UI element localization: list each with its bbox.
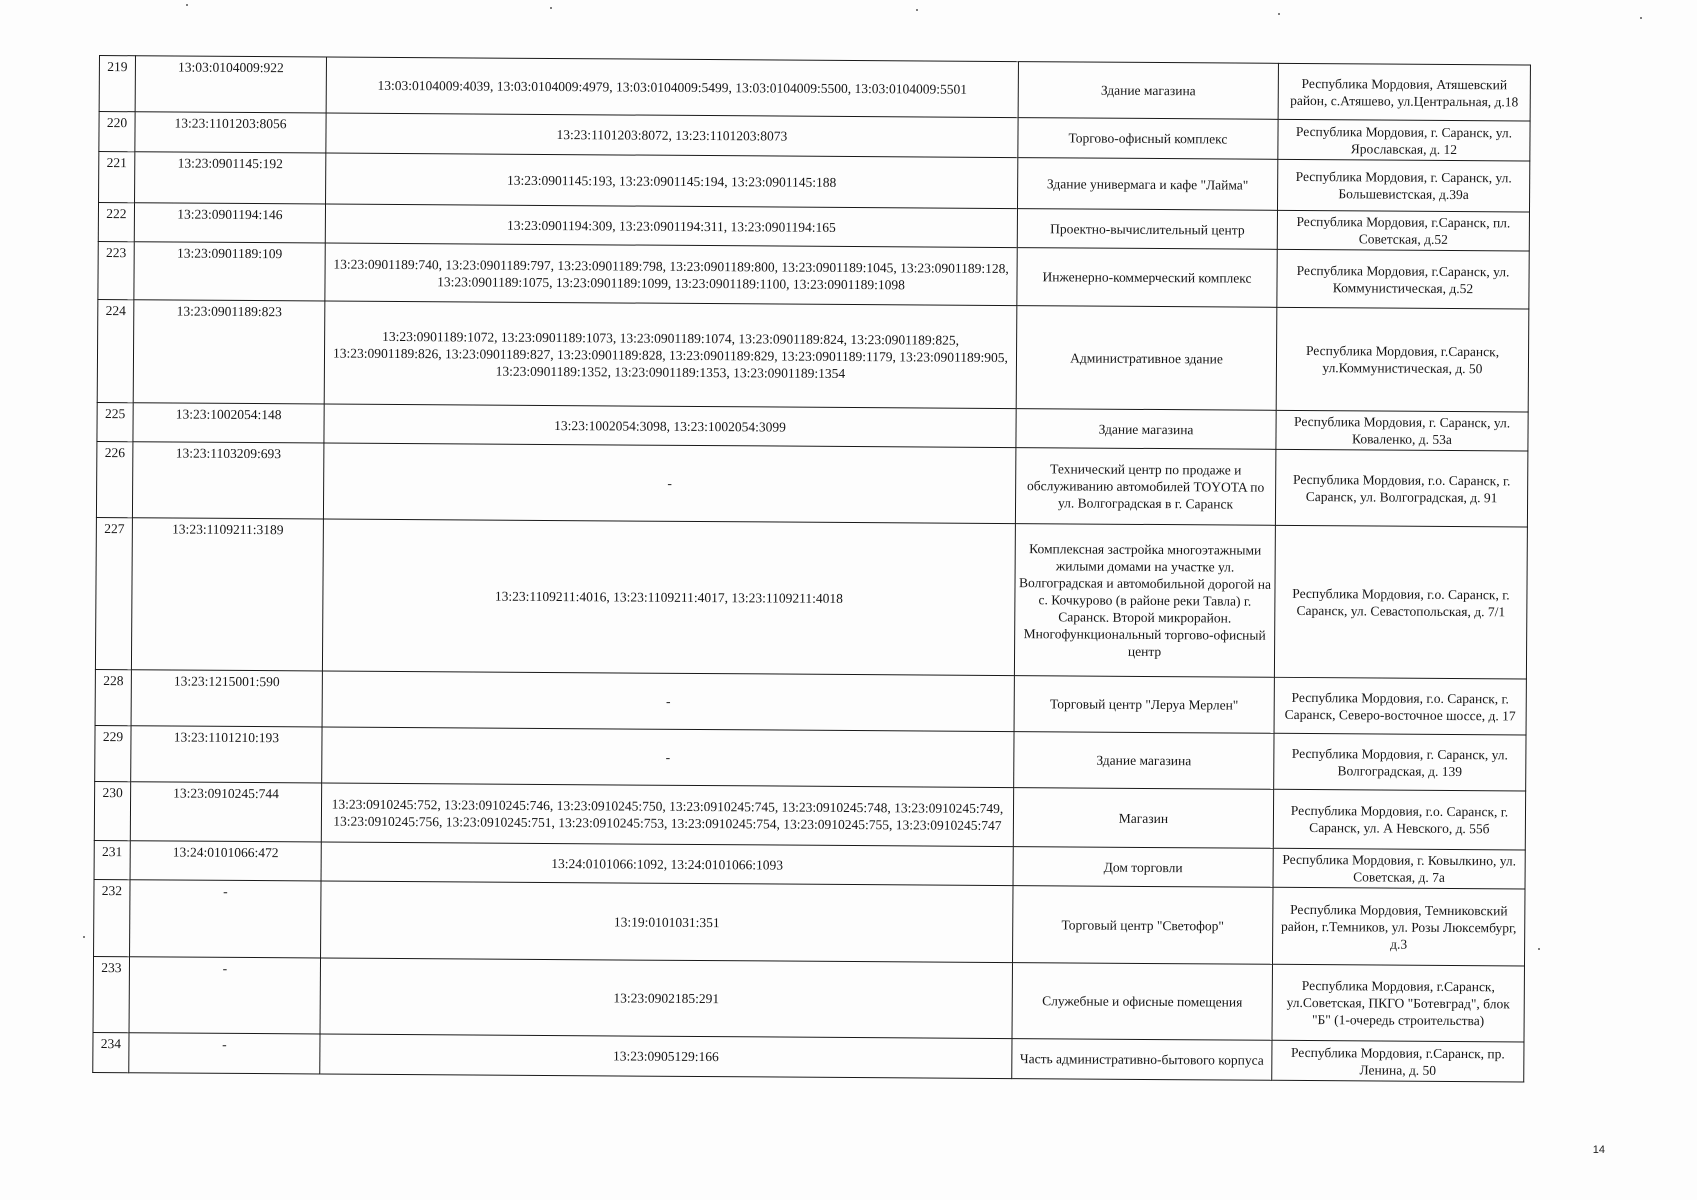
scan-artifact (186, 4, 188, 6)
object-name: Комплексная застройка многоэтажными жилыми домами на участке ул. Волгоградская и автомобильной дорогой на с. Кочкурово (в районе реки Тавла) г. Саранск. Второй микрорайон. Многофункциональный торгово-офисный центр (1014, 524, 1275, 678)
cadastral-number: 13:03:0104009:922 (135, 56, 326, 113)
scan-artifact (916, 9, 918, 11)
registry-table-body (93, 56, 1531, 1082)
object-name: Дом торговли (1013, 847, 1273, 888)
cadastral-number: 13:23:0901189:109 (134, 242, 325, 301)
object-address: Республика Мордовия, Темниковский район, г.Темников, ул. Розы Люксембург, д.3 (1272, 887, 1525, 966)
cadastral-number: 13:23:1002054:148 (133, 403, 324, 443)
object-name: Магазин (1013, 788, 1273, 849)
object-address: Республика Мордовия, г. Саранск, ул. Коваленко, д. 53а (1276, 410, 1528, 451)
related-cadastral-numbers: 13:23:1109211:4016, 13:23:1109211:4017, 13:23:1109211:4018 (322, 519, 1015, 676)
related-cadastral-numbers: 13:23:0905129:166 (320, 1034, 1012, 1079)
object-name: Часть административно-бытового корпуса (1012, 1039, 1272, 1081)
related-cadastral-numbers: - (322, 671, 1014, 732)
object-address: Республика Мордовия, Атяшевский район, с.Атяшево, ул.Центральная, д.18 (1278, 63, 1530, 121)
row-number: 234 (93, 1032, 129, 1072)
row-number: 227 (95, 517, 132, 669)
object-address: Республика Мордовия, г.о. Саранск, г. Саранск, ул. Волгоградская, д. 91 (1275, 449, 1527, 527)
cadastral-number: 13:23:1101203:8056 (135, 112, 326, 153)
object-name: Здание универмага и кафе "Лайма" (1018, 158, 1278, 211)
object-address: Республика Мордовия, г.о. Саранск, г. Саранск, ул. А Невского, д. 55б (1273, 789, 1525, 850)
object-address: Республика Мордовия, г.Саранск, ул.Коммунистическая, д. 50 (1276, 307, 1529, 412)
scan-artifact (83, 936, 85, 938)
related-cadastral-numbers: - (323, 443, 1015, 524)
object-address: Республика Мордовия, г.о. Саранск, г. Саранск, Северо-восточное шоссе, д. 17 (1274, 677, 1526, 735)
related-cadastral-numbers: 13:23:1002054:3098, 13:23:1002054:3099 (324, 404, 1016, 448)
related-cadastral-numbers: 13:23:0902185:291 (320, 958, 1012, 1039)
related-cadastral-numbers: 13:23:0910245:752, 13:23:0910245:746, 13:23:0910245:750, 13:23:0910245:745, 13:23:0910245:748, 13:23:0910245:749, 13:23:0910245:756, 13:23:0910245:751, 13:23:0910245:753, 13:23:0910245:754, 13:23:0910245:755, 13:23:0910245:747 (321, 783, 1013, 847)
table-row (97, 299, 1529, 411)
related-cadastral-numbers: 13:23:0901145:193, 13:23:0901145:194, 13:23:0901145:188 (326, 153, 1018, 209)
row-number: 223 (98, 241, 134, 299)
row-number: 226 (96, 441, 133, 517)
page-number: 14 (1592, 1144, 1605, 1156)
row-number: 225 (97, 402, 133, 441)
cadastral-number: 13:24:0101066:472 (130, 841, 321, 881)
object-name: Здание магазина (1014, 732, 1274, 790)
related-cadastral-numbers: 13:24:0101066:1092, 13:24:0101066:1093 (321, 842, 1013, 886)
row-number: 221 (99, 152, 135, 203)
row-number: 220 (99, 112, 135, 152)
cadastral-number: - (129, 957, 320, 1034)
table-row (94, 879, 1525, 965)
related-cadastral-numbers: 13:03:0104009:4039, 13:03:0104009:4979, 13:03:0104009:5499, 13:03:0104009:5500, 13:03:0104009:5501 (326, 57, 1018, 118)
object-address: Республика Мордовия, г. Саранск, ул. Ярославская, д. 12 (1278, 119, 1530, 161)
related-cadastral-numbers: 13:23:0901189:740, 13:23:0901189:797, 13:23:0901189:798, 13:23:0901189:800, 13:23:0901189:1045, 13:23:0901189:128, 13:23:0901189:1075, 13:23:0901189:1099, 13:23:0901189:1100, 13:23:0901189:1098 (325, 243, 1017, 306)
cadastral-number: 13:23:0901145:192 (135, 152, 326, 204)
related-cadastral-numbers: 13:23:1101203:8072, 13:23:1101203:8073 (326, 113, 1018, 158)
scan-artifact (1538, 948, 1540, 950)
table-row (98, 241, 1529, 308)
table-row (95, 669, 1526, 734)
row-number: 232 (94, 879, 131, 956)
object-name: Торговый центр "Светофор" (1013, 886, 1274, 965)
object-address: Республика Мордовия, г.Саранск, ул.Советская, ПКГО "Ботевград", блок "Б" (1-очередь строительства) (1272, 964, 1524, 1042)
table-row (94, 781, 1525, 849)
object-address: Республика Мордовия, г.Саранск, пл. Советская, д.52 (1277, 210, 1529, 251)
related-cadastral-numbers: 13:23:0901194:309, 13:23:0901194:311, 13:23:0901194:165 (325, 204, 1017, 248)
scan-artifact (1278, 13, 1280, 15)
row-number: 233 (93, 956, 130, 1032)
object-address: Республика Мордовия, г. Ковылкино, ул. Советская, д. 7а (1273, 848, 1525, 889)
cadastral-number: 13:23:1103209:693 (132, 442, 323, 519)
cadastral-number: 13:23:1215001:590 (131, 670, 322, 727)
cadastral-number: 13:23:1109211:3189 (131, 518, 323, 671)
related-cadastral-numbers: 13:19:0101031:351 (321, 881, 1013, 963)
object-name: Технический центр по продаже и обслуживанию автомобилей TOYOTA по ул. Волгоградская в г. Саранск (1015, 448, 1275, 526)
object-name: Служебные и офисные помещения (1012, 963, 1272, 1041)
row-number: 228 (95, 669, 131, 725)
object-name: Инженерно-коммерческий комплекс (1017, 248, 1277, 308)
object-address: Республика Мордовия, г.Саранск, пр. Ленина, д. 50 (1272, 1040, 1524, 1082)
row-number: 222 (98, 203, 134, 242)
cadastral-number: - (130, 880, 322, 958)
registry-table (92, 55, 1531, 1082)
object-name: Торгово-офисный комплекс (1018, 118, 1278, 160)
table-row (95, 517, 1527, 678)
scan-artifact (1640, 17, 1642, 19)
cadastral-number: 13:23:0901189:823 (133, 300, 325, 404)
row-number: 230 (94, 781, 130, 840)
object-name: Здание магазина (1018, 62, 1278, 120)
row-number: 231 (94, 840, 130, 879)
cadastral-number: - (129, 1033, 320, 1074)
object-address: Республика Мордовия, г. Саранск, ул. Большевистская, д.39а (1277, 159, 1529, 212)
table-row (99, 152, 1530, 212)
object-address: Республика Мордовия, г.о. Саранск, г. Саранск, ул. Севастопольская, д. 7/1 (1274, 525, 1527, 679)
table-row (93, 956, 1524, 1041)
row-number: 229 (95, 725, 131, 781)
related-cadastral-numbers: 13:23:0901189:1072, 13:23:0901189:1073, 13:23:0901189:1074, 13:23:0901189:824, 13:23:0901189:825, 13:23:0901189:826, 13:23:0901189:827, 13:23:0901189:828, 13:23:0901189:829, 13:23:0901189:1179, 13:23:0901189:905, 13:23:0901189:1352, 13:23:0901189:1353, 13:23:0901189:1354 (324, 301, 1017, 409)
object-address: Республика Мордовия, г.Саранск, ул. Коммунистическая, д.52 (1277, 249, 1529, 309)
cadastral-number: 13:23:1101210:193 (131, 726, 322, 783)
table-row (93, 1032, 1524, 1081)
object-name: Здание магазина (1016, 409, 1276, 450)
cadastral-number: 13:23:0901194:146 (134, 203, 325, 243)
object-name: Проектно-вычислительный центр (1017, 209, 1277, 250)
cadastral-number: 13:23:0910245:744 (130, 782, 321, 842)
object-address: Республика Мордовия, г. Саранск, ул. Волгоградская, д. 139 (1274, 733, 1526, 791)
row-number: 224 (97, 299, 134, 402)
object-name: Административное здание (1016, 306, 1277, 411)
row-number: 219 (99, 56, 135, 112)
table-row (96, 441, 1527, 526)
related-cadastral-numbers: - (322, 727, 1014, 788)
table-row (99, 56, 1530, 121)
table-row (95, 725, 1526, 790)
scan-artifact (550, 7, 552, 9)
object-name: Торговый центр "Леруа Мерлен" (1014, 676, 1274, 734)
